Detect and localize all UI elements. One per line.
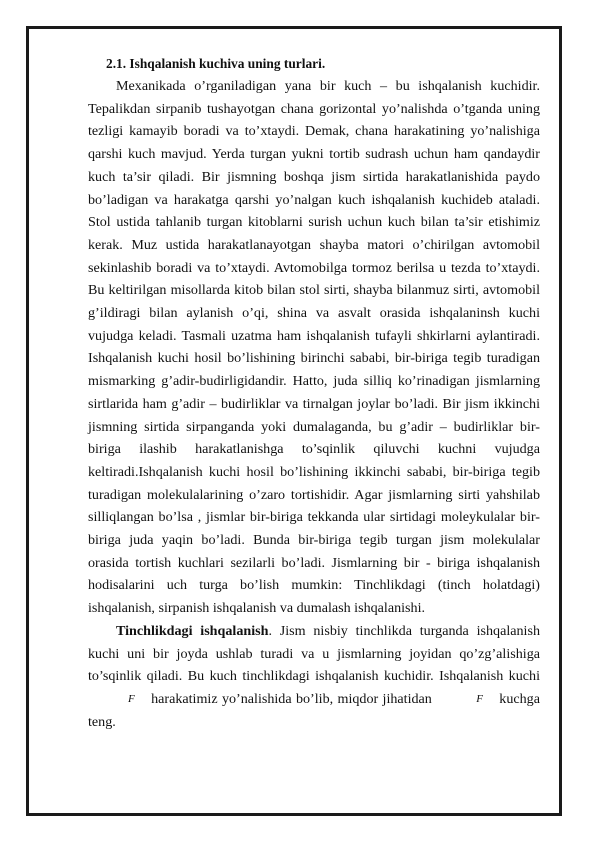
section-heading: 2.1. Ishqalanish kuchiva uning turlari. [106,56,326,71]
definition-text-c: kuchga teng. [88,690,540,730]
definition-text-b: harakatimiz yo’nalishida bo’lib, miqdor jihatidan [151,690,432,707]
term-static-friction: Tinchlikdagi ishqalanish [116,622,269,639]
document-body [88,53,540,733]
definition-text-a: . Jism nisbiy tinchlikda turganda ishqalanish kuchi uni bir joyda ushlab turadi va u jismlarning joyidan qo’zg’alishiga to’sqinlik qiladi. Bu kuch tinchlikdagi ishqalanish kuchidir. Ishqalanish kuchi [88,622,540,685]
force-symbol-2: F [476,692,483,705]
paragraph-friction-intro: Mexanikada o’rganiladigan yana bir kuch – bu ishqalanish kuchidir. Tepalikdan sirpanib tushayotgan chana gorizontal yo’nalishda o’tganda uning tezligi kamayib boradi va to’xtaydi. Demak, chana harakatining yo’nalishiga qarshi kuch mavjud. Yerda turgan yukni tortib sudrash uchun ham qandaydir kuch ta’sir qiladi. Bir jismning boshqa jism sirtida harakatlanishida paydo bo’ladigan va harakatga qarshi yo’nalgan kuch ishqalanish kuchideb ataladi. Stol ustida tahlanib turgan kitoblarni surish uchun kuch bilan ta’sir etishimiz kerak. Muz ustida harakatlanayotgan shayba matori o’chirilgan avtomobil sekinlashib boradi va to’xtaydi. Avtomobilga tormoz berilsa u tezda to’xtaydi. Bu keltirilgan misollarda kitob bilan stol sirti, shayba bilanmuz sirti, avtomobil g’ildiragi bilan aylanish o’qi, shina va asvalt orasida ishqalaninsh kuchi vujudga keladi. Tasmali uzatma ham ishqalanish tufayli shkirlarni aylantiradi. Ishqalanish kuchi hosil bo’lishining birinchi sababi, bir-biriga tegib turadigan mismarking g’adir-budirligidandir. Hatto, juda silliq ko’rinadigan jismlarning sirtlarida ham g’adir – budirliklar va tirnalgan joylar bo’ladi. Bir jism ikkinchi jismning sirtida sirpanganda yoki dumalaganda, bu g’adir – budirliklar bir-biriga ilashib harakatlanishga to’sqinlik qiluvchi kuchni vujudga keltiradi.Ishqalanish kuchi hosil bo’lishining ikkinchi sababi, bir-biriga tegib turadigan molekulalarining o’zaro tortishidir. Agar jismlarning sirti yahshilab silliqlangan bo’lsa , jismlar bir-biriga tekkanda ular sirtidagi moleykulalar bir-biriga juda yaqin bo’ladi. Bunda bir-biriga tegib turgan jism molekulalar orasida tortish kuchlari sezilarli bo’ladi. Jismlarning bir - biriga ishqalanish hodisalarini uch turga bo’lish mumkin: Tinchlikdagi (tinch holatdagi) ishqalanish, sirpanish ishqalanish va dumalash ishqalanishi. [88,78,540,617]
paragraph-static-friction [88,620,540,734]
force-symbol-1: F [128,692,135,705]
